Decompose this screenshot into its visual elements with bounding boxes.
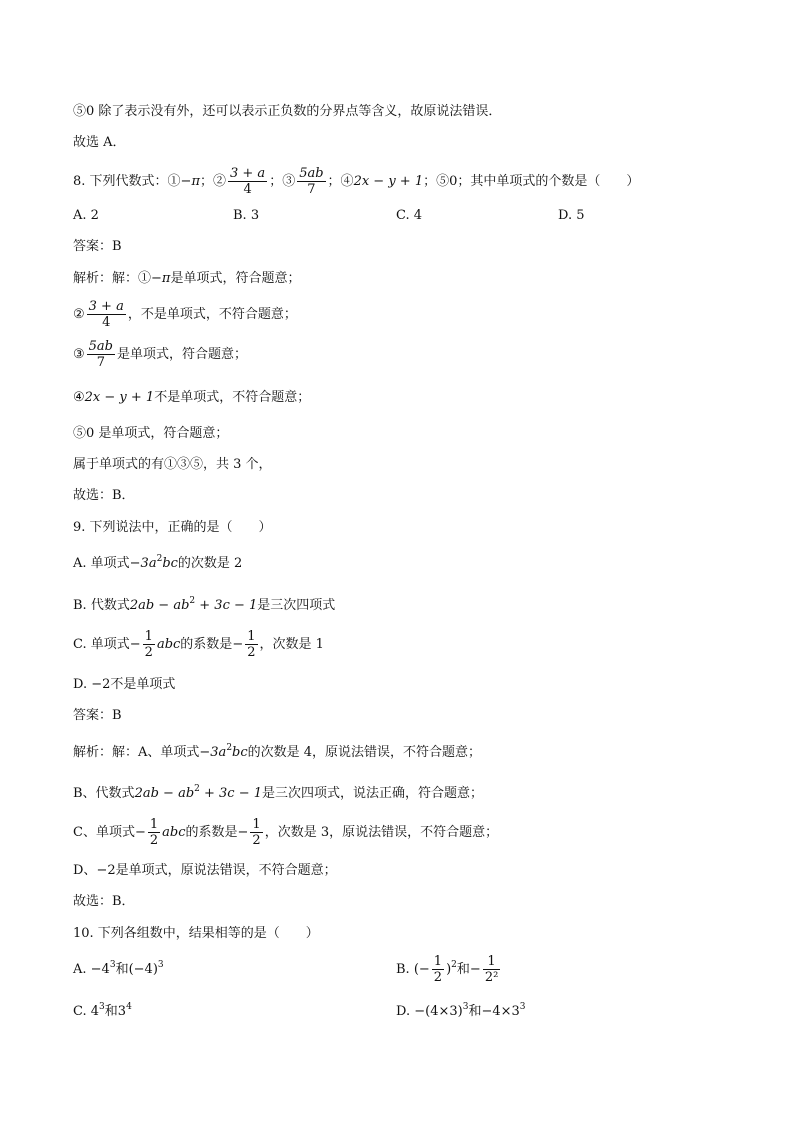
numerator: 1 [247,629,256,644]
math-expr: 2x − y + 1 [353,174,424,189]
text: ⑤0 是单项式，符合题意； [73,426,229,441]
math-expr: 3 [117,1004,127,1019]
option-c: C. 4 [396,208,423,223]
text: ；② [199,174,226,189]
math-expr: −3a [129,556,157,571]
math-expr: (− [413,962,430,977]
math-expr: 2x − y + 1 [84,390,155,405]
solution-line [73,269,300,289]
solution-line [73,388,310,408]
text: ；③ [269,174,296,189]
solution-line [73,743,481,763]
math-expr: −π [180,174,200,189]
denominator: 7 [307,182,316,197]
math-expr: ) [446,962,452,977]
math-expr: abc [162,825,186,840]
solution-line [73,861,337,881]
minus-sign: − [232,637,244,652]
math-expr: bc [232,745,248,760]
numerator: 1 [144,629,153,644]
text: 和 [104,1004,118,1019]
math-expr: −4×3 [481,1004,520,1019]
math-expr: 2ab − ab [134,786,195,801]
option-d [396,1002,526,1022]
minus-sign: − [134,825,146,840]
option-b [73,596,335,616]
fraction [297,166,325,197]
option-a: A. 2 [73,208,99,223]
fraction [148,817,160,848]
text: 的系数是 [185,825,238,840]
question-8 [73,166,639,198]
minus-sign: − [469,962,481,977]
math-expr: −(4×3) [414,1004,463,1019]
denominator: 2 [252,833,261,848]
option-d: D. 5 [558,208,585,223]
solution-line [73,784,483,804]
text: D、 [73,863,97,878]
text: C、单项式 [73,825,135,840]
text: B. [396,962,414,977]
option-b: B. 3 [233,208,260,223]
math-expr: −2 [96,863,116,878]
math-expr: (−4) [128,962,158,977]
question-number: 8. 下列代数式：① [73,174,181,189]
text: 是单项式，原说法错误，不符合题意； [115,863,337,878]
fraction [483,954,500,985]
numerator: 1 [433,954,443,969]
text: 的次数是 4，原说法错误，不符合题意； [247,745,482,760]
text: ⑤0 除了表示没有外，还可以表示正负数的分界点等含义，故原说法错误． [73,104,502,119]
denominator: 2² [484,970,499,985]
math-expr: abc [156,637,181,652]
fraction [250,817,262,848]
numerator: 1 [483,954,500,970]
numerator: 5ab [299,166,324,181]
text: 的系数是 [180,637,233,652]
exponent: 3 [99,1002,105,1012]
fraction [432,954,444,985]
minus-sign: − [129,637,141,652]
math-expr: + 3c − 1 [199,786,263,801]
text: 答案：B [73,708,122,723]
denominator: 2 [149,833,159,848]
text: 10. 下列各组数中，结果相等的是（ ） [73,926,319,941]
solution-line [73,338,247,372]
fraction [87,299,126,330]
text: ；⑤0；其中单项式的个数是（ ） [423,174,640,189]
text: 9. 下列说法中，正确的是（ ） [73,520,272,535]
exponent: 2 [451,960,457,970]
text: 故选：B． [73,488,135,503]
text: ，次数是 1 [259,637,324,652]
text-line [73,102,501,122]
option-c [73,628,324,662]
numerator: 3 + a [230,166,266,181]
text: B. 代数式 [73,598,130,613]
question-10 [73,924,319,944]
text: D. [73,677,92,692]
text: A. 单项式 [73,556,130,571]
fraction [245,629,257,660]
text: 是单项式，符合题意； [170,271,301,286]
option-c [73,1002,132,1022]
option-a [73,960,164,980]
exponent: 2 [189,596,196,606]
text: 故选：B． [73,894,135,909]
math-expr: −2 [91,677,111,692]
text: 和 [456,962,470,977]
text: 是单项式，符合题意； [117,347,248,362]
text: 解析：解：A、单项式 [73,745,200,760]
denominator: 2 [144,645,153,660]
text: A. [73,962,91,977]
text: ④ [73,390,85,405]
text: 是三次四项式 [257,598,336,613]
numerator: 3 + a [88,299,124,314]
solution-line [73,424,228,444]
text-line [73,133,126,153]
exponent: 2 [226,743,233,753]
math-expr: bc [162,556,178,571]
solution-line [73,455,272,475]
text: ② [73,307,85,322]
solution-line [73,816,498,850]
option-d [73,675,175,695]
exponent: 3 [157,960,164,970]
math-expr: −3a [199,745,227,760]
text: 答案：B [73,239,122,254]
text: 故选 A． [73,135,126,150]
fraction [87,339,115,370]
text: ，次数是 3，原说法错误，不符合题意； [264,825,499,840]
text: 和 [468,1004,482,1019]
text: 不是单项式 [110,677,176,692]
text: ；④ [327,174,354,189]
denominator: 7 [96,355,105,370]
text: D. [396,1004,415,1019]
text: 解析：解：① [73,271,152,286]
text: ③ [73,347,85,362]
text: C. 单项式 [73,637,130,652]
numerator: 5ab [88,339,113,354]
denominator: 2 [433,970,443,985]
fraction [228,166,267,197]
text: 的次数是 2 [177,556,243,571]
solution-line [73,298,297,332]
denominator: 4 [243,182,252,197]
text: C. [73,1004,91,1019]
minus-sign: − [237,825,249,840]
text: 不是单项式，不符合题意； [154,390,311,405]
math-expr: 4 [90,1004,100,1019]
exponent: 2 [156,554,163,564]
math-expr: −4 [90,962,110,977]
exponent: 3 [109,960,116,970]
option-b [396,953,502,987]
exponent: 3 [519,1002,526,1012]
text: 和 [115,962,129,977]
denominator: 4 [102,315,111,330]
question-9 [73,518,272,538]
math-expr: 2ab − ab [129,598,190,613]
math-expr: −π [151,271,171,286]
text: 属于单项式的有①③⑤，共 3 个， [73,457,272,472]
answer [73,237,122,257]
text: B、代数式 [73,786,135,801]
fraction [143,629,155,660]
text: ，不是单项式，不符合题意； [127,307,297,322]
answer [73,706,122,726]
exponent: 3 [462,1002,469,1012]
exponent: 2 [194,784,200,794]
numerator: 1 [149,817,159,832]
denominator: 2 [247,645,256,660]
text: 是三次四项式，说法正确，符合题意； [262,786,484,801]
solution-line [73,486,135,506]
exponent: 4 [126,1002,132,1012]
numerator: 1 [252,817,261,832]
option-a [73,554,242,574]
math-expr: + 3c − 1 [195,598,258,613]
solution-line [73,892,135,912]
